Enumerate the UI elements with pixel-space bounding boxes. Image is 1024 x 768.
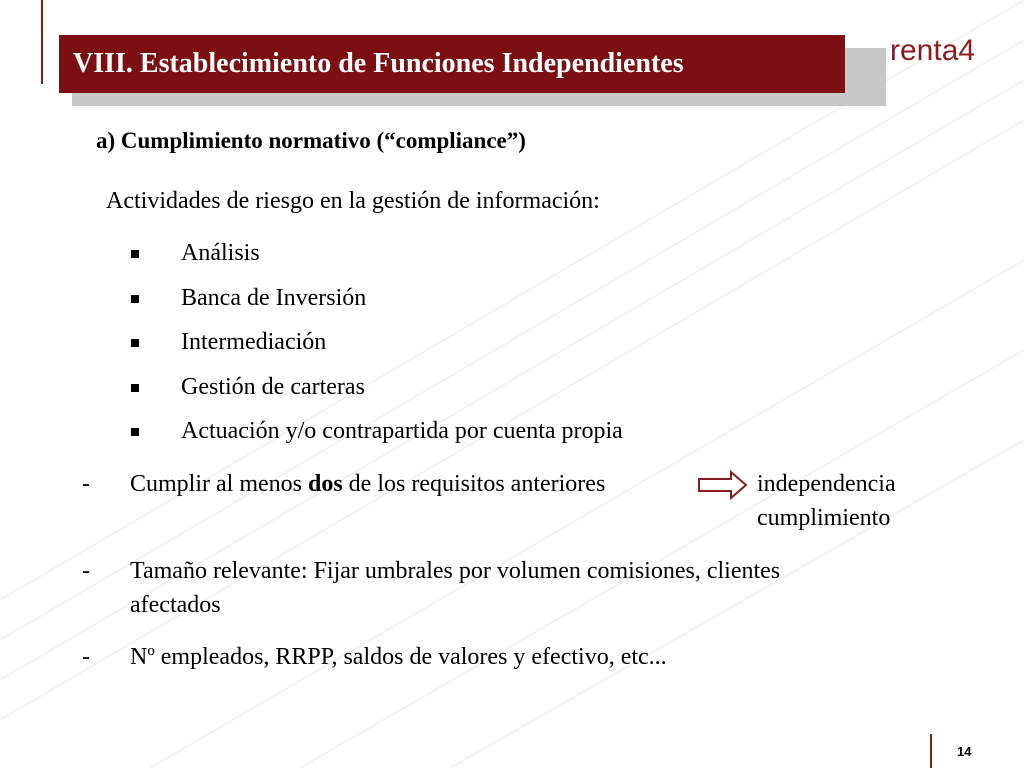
slide-title: VIII. Establecimiento de Funciones Independientes xyxy=(73,48,684,79)
bullet-square-icon xyxy=(131,384,139,392)
left-accent-rule xyxy=(41,0,43,84)
bullet-square-icon xyxy=(131,250,139,258)
page-number: 14 xyxy=(957,744,972,759)
section-subtitle: a) Cumplimiento normativo (“compliance”) xyxy=(96,128,526,153)
emphasis-text: dos xyxy=(307,471,343,497)
independence-result: independencia cumplimiento xyxy=(757,471,896,531)
bullet-square-icon xyxy=(131,295,139,303)
bullet-square-icon xyxy=(131,339,139,347)
intro-text: Actividades de riesgo en la gestión de información: xyxy=(106,188,600,214)
svg-text:renta4: renta4 xyxy=(890,34,976,67)
right-arrow-icon xyxy=(698,470,748,500)
bottom-accent-rule xyxy=(930,734,932,768)
bullet-square-icon xyxy=(131,428,139,436)
renta4-logo xyxy=(890,30,1000,70)
title-bar xyxy=(59,35,845,93)
